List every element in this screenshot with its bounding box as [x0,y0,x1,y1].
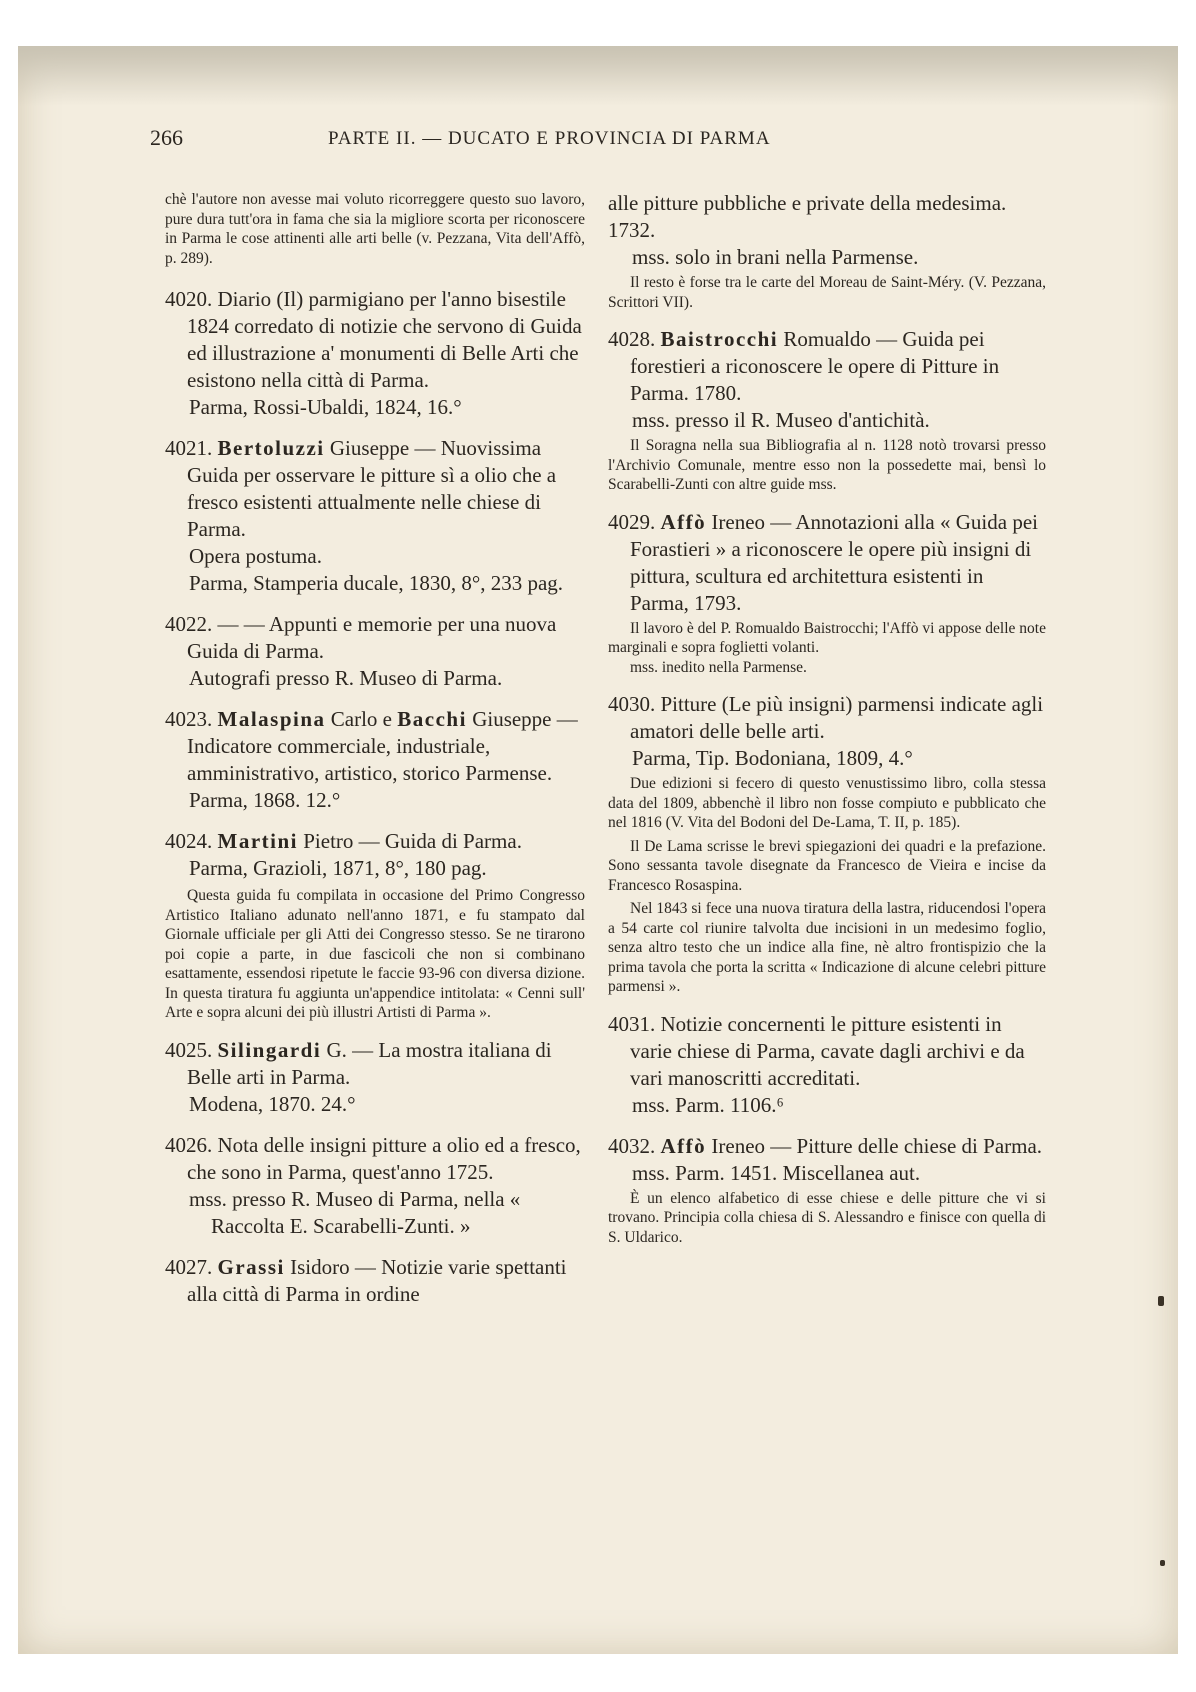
entry-title: Notizie concernenti le pitture esistenti in varie chiese di Parma, cavate dagli archivi e da vari manoscritti accreditati. [630,1011,1025,1090]
entry-4028 [608,326,1046,434]
entry-title: Ireneo — Pitture delle chiese di Parma. [711,1133,1043,1158]
entry-4025 [165,1037,585,1118]
entry-note: Questa guida fu compilata in occasione del Primo Congresso Artistico Italiano adunato nell'anno 1871, e fu stampato dal Giornale ufficiale per gli Atti dei Congresso stesso. Se ne tirarono poi copie a parte, in due fascicoli che non si combinano esattamente, essendosi ripetute le faccie 93-96 con diversa dizione. In questa tiratura fu aggiunta un'appendice intitolata: « Cenni sull' Arte e sopra alcuni dei più illustri Artisti di Parma ». [165,887,585,1021]
entry-4021 [165,435,585,597]
left-column [165,190,585,1322]
entry-title: Giuseppe — Indicatore commerciale, industriale, amministrativo, artistico, storico Parmense. [187,707,578,785]
entry-title: Isidoro — Notizie varie spettanti alla città di Parma in ordine [187,1254,567,1306]
entry-author: Silingardi [217,1037,322,1062]
entry-number: 4020. [165,287,213,311]
entry-note: Il De Lama scrisse le brevi spiegazioni dei quadri e la prefazione. Sono sessanta tavole disegnate da Francesco de Vieira e incise da Francesco Rosaspina. [608,837,1046,894]
running-title: PARTE II. — DUCATO E PROVINCIA DI PARMA [328,128,771,149]
entry-4026 [165,1132,585,1240]
entry-title: Nota delle insigni pitture a olio ed a fresco, che sono in Parma, quest'anno 1725. [187,1132,581,1184]
continued-note: chè l'autore non avesse mai voluto ricorreggere questo suo lavoro, pure dura tutt'ora in fama che sia la migliore scorta per riconoscere in Parma le cose attinenti alle arti belle (v. Pezzana, Vita dell'Affò, p. 289). [165,191,585,267]
entry-4020 [165,286,585,421]
entry-number: 4022. [165,612,213,636]
entry-imprint: Parma, Tip. Bodoniana, 1809, 4.° [632,746,913,770]
entry-number: 4024. [165,829,213,853]
entry-number: 4023. [165,707,213,731]
entry-author: Baistrocchi [660,327,779,351]
entry-imprint: Autografi presso R. Museo di Parma. [189,666,503,690]
entry-imprint: mss. solo in brani nella Parmense. [632,245,919,269]
entry-4031 [608,1011,1046,1119]
scan-edge-mark [1158,1296,1164,1306]
entry-note-location: mss. inedito nella Parmense. [630,658,807,676]
entry-author: Martini [217,829,298,853]
entry-imprint: mss. Parm. 1106.⁶ [632,1092,784,1117]
entry-number: 4027. [165,1254,213,1279]
entry-4027-continued [608,190,1046,271]
entry-number: 4021. [165,436,213,460]
entry-title: Pietro — Guida di Parma. [303,829,522,853]
entry-note: Nel 1843 si fece una nuova tiratura della lastra, riducendosi l'opera a 54 carte col riunire talvolta due incisioni in un medesimo foglio, senza altro testo che un indice alla fine, nè altro frontispizio che la prima tavola che porta la scritta « Indicazione di alcune celebri pitture parmensi ». [608,900,1046,995]
entry-imprint: Parma, Grazioli, 1871, 8°, 180 pag. [189,856,487,880]
entry-imprint: mss. Parm. 1451. Miscellanea aut. [632,1160,921,1185]
entry-imprint: mss. presso R. Museo di Parma, nella « Raccolta E. Scarabelli-Zunti. » [189,1186,521,1238]
entry-author-joiner: Carlo e [330,707,393,731]
entry-author: Malaspina [217,707,326,731]
entry-4032 [608,1133,1046,1187]
entry-4030 [608,691,1046,772]
entry-number: 4030. [608,692,656,716]
right-column [608,190,1046,1261]
entry-number: 4032. [608,1133,656,1158]
entry-note: Due edizioni si fecero di questo venustissimo libro, colla stessa data del 1809, abbenchè il libro non fosse compiuto e pubblicato che nel 1816 (V. Vita del Bodoni del De-Lama, T. II, p. 185). [608,775,1046,831]
entry-4024 [165,828,585,882]
entry-4022 [165,611,585,692]
entry-number: 4029. [608,509,656,534]
entry-number: 4028. [608,327,656,351]
entry-author: Affò [660,1133,707,1158]
entry-title: Pitture (Le più insigni) parmensi indicate agli amatori delle belle arti. [630,692,1044,743]
scan-edge-mark [1160,1560,1165,1566]
entry-continued-text: alle pitture pubbliche e private della medesima. 1732. [608,191,1007,242]
entry-author: Bertoluzzi [217,436,325,460]
entry-title: Giuseppe — Nuovissima Guida per osservare le pitture sì a olio che a fresco esistenti attualmente nelle chiese di Parma. [187,436,557,541]
entry-title: Romualdo — Guida pei forestieri a riconoscere le opere di Pitture in Parma. 1780. [630,327,1000,405]
entry-number: 4031. [608,1011,656,1036]
entry-title: Ireneo — Annotazioni alla « Guida pei Forastieri » a riconoscere le opere più insigni di pittura, scultura ed architettura esistenti in Parma, 1793. [630,509,1038,615]
entry-remark: Opera postuma. [189,544,322,568]
entry-imprint: Parma, Stamperia ducale, 1830, 8°, 233 pag. [189,571,564,595]
entry-author: Affò [660,509,707,534]
entry-title: Diario (Il) parmigiano per l'anno bisestile 1824 corredato di notizie che servono di Guida ed illustrazione a' monumenti di Belle Arti che esistono nella città di Parma. [187,287,582,392]
entry-imprint: mss. presso il R. Museo d'antichità. [632,408,930,432]
page-number: 266 [150,125,183,150]
entry-coauthor: Bacchi [397,707,467,731]
entry-note: È un elenco alfabetico di esse chiese e delle pitture che vi si trovano. Principia colla chiesa di S. Alessandro e finisce con quella di S. Uldarico. [608,1189,1046,1246]
entry-4023 [165,706,585,814]
entry-imprint: Modena, 1870. 24.° [189,1091,356,1116]
entry-title: — — Appunti e memorie per una nuova Guida di Parma. [187,612,557,663]
entry-4029 [608,509,1046,617]
entry-4027 [165,1254,585,1308]
entry-author: Grassi [217,1254,285,1279]
entry-imprint: Parma, Rossi-Ubaldi, 1824, 16.° [189,395,462,419]
entry-imprint: Parma, 1868. 12.° [189,788,341,812]
entry-number: 4025. [165,1037,213,1062]
entry-note: Il resto è forse tra le carte del Moreau de Saint-Méry. (V. Pezzana, Scrittori VII). [608,274,1046,311]
entry-number: 4026. [165,1132,213,1157]
entry-note: Il lavoro è del P. Romualdo Baistrocchi; l'Affò vi appose delle note marginali e sopra foglietti volanti. [608,619,1046,656]
entry-note: Il Soragna nella sua Bibliografia al n. 1128 notò trovarsi presso l'Archivio Comunale, mentre esso non la possedette mai, bensì lo Scarabelli-Zunti con altre guide mss. [608,437,1046,493]
entry-title: G. — La mostra italiana di Belle arti in Parma. [187,1037,552,1089]
